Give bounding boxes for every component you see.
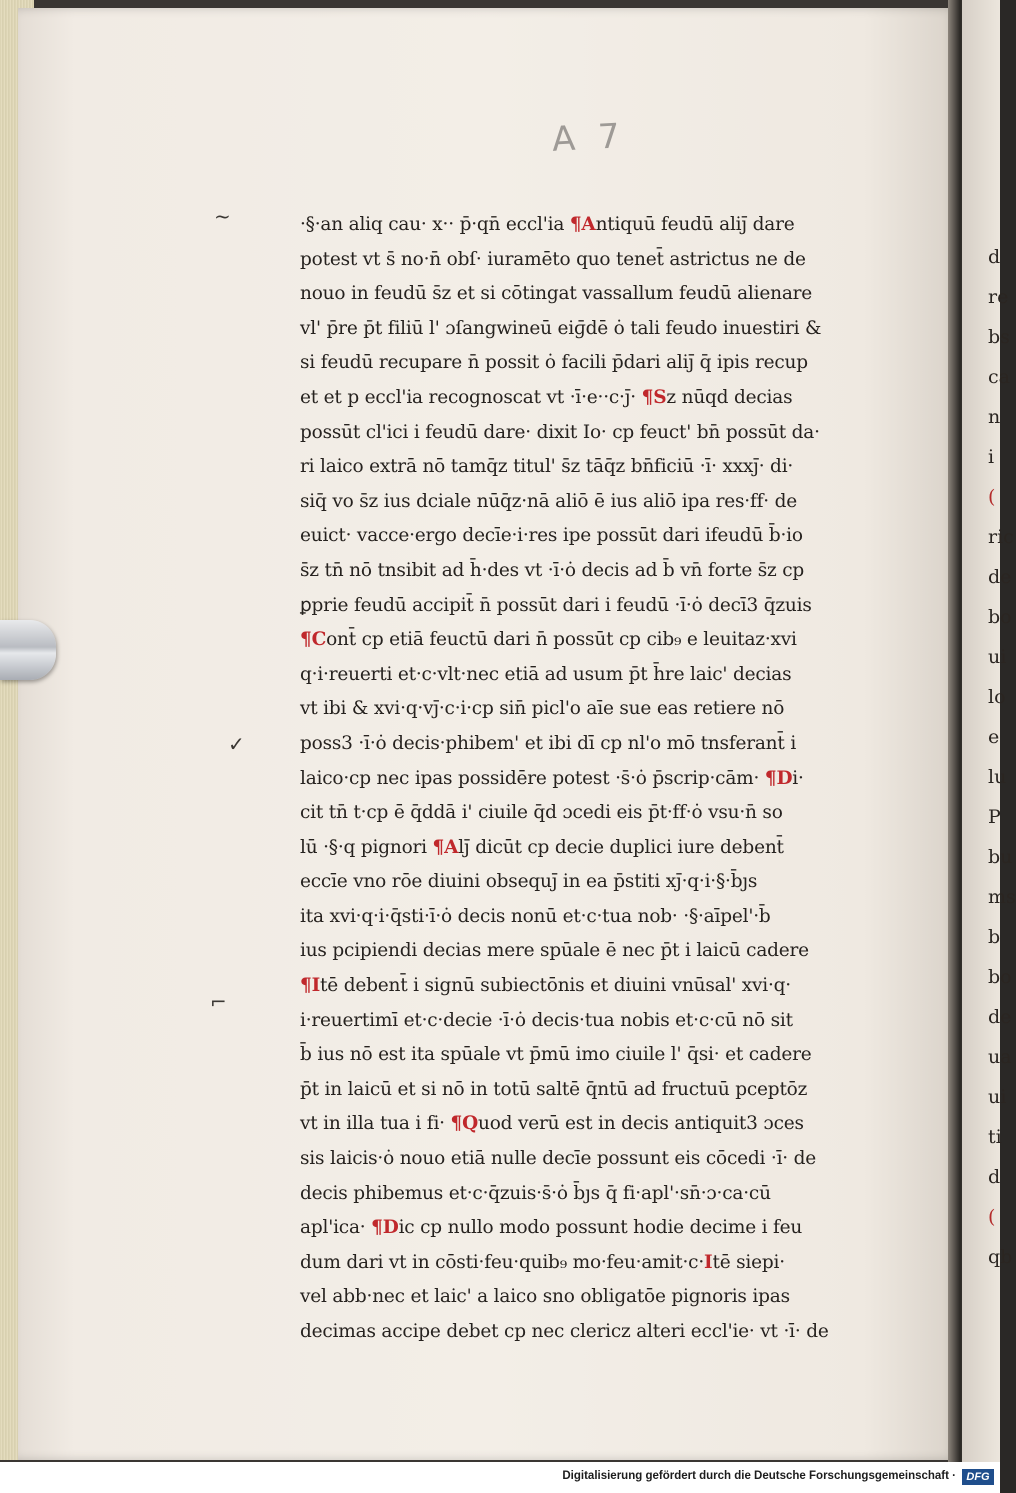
text-line (300, 208, 890, 243)
line-text: potest vt s̄ no·n̄ obſ· iuramēto quo tenet̄ astrictus ne de (300, 248, 806, 270)
text-line (300, 243, 890, 278)
rubric-initial: ¶I (300, 975, 321, 997)
adjacent-page-fragment: bo (988, 966, 1012, 988)
line-text: ius pcipiendi decias mere spūale ē nec p̄t i laicū cadere (300, 940, 809, 962)
line-text: apl'ica· (300, 1217, 372, 1239)
adjacent-page-fragment: bo (988, 606, 1012, 628)
text-line (300, 277, 890, 312)
adjacent-page-fragment: lo (988, 686, 1006, 708)
adjacent-page-fragment: ui (988, 1086, 1007, 1108)
text-line (300, 312, 890, 347)
adjacent-page-fragment: de (988, 566, 1012, 588)
text-line (300, 796, 890, 831)
line-text: siq̄ vo s̄z ius dciale nūq̄z·nā aliō ē ius aliō ipa res·ff· de (300, 490, 798, 512)
line-text: vl' p̄re p̄t filiū l' ɔſangwineū eiɡ̄dē ȯ tali feudo inuestiri & (300, 317, 822, 339)
rubric-initial: ¶A (569, 214, 596, 235)
line-text: et et p eccl'ia recognoscat vt ·ī·e··c·ȷ̄· (300, 386, 642, 408)
text-line (300, 1211, 890, 1246)
page-clip (0, 620, 56, 680)
text-line (300, 416, 890, 451)
line-text: ntiquū feudū aliȷ̄ dare (595, 214, 795, 235)
adjacent-page-fragment: bs (988, 326, 1010, 348)
line-text: s̄z tn̄ nō tnsibit ad h̄·des vt ·ī·ȯ decis ad b̄ vn̄ forte s̄z cp (300, 559, 805, 581)
line-text: i·reuertimī et·c·decie ·ī·ȯ decis·tua nobis et·c·cū nō sit (300, 1009, 793, 1031)
line-text: b̄ ius nō est ita spūale vt p̄mū imo ciuile l' q̄si· et cadere (300, 1044, 812, 1066)
text-line (300, 381, 890, 416)
text-line (300, 831, 890, 866)
line-text: i· (792, 767, 804, 789)
adjacent-page-fragment: lu (988, 766, 1007, 788)
adjacent-page-fragment: qb (988, 1246, 1013, 1268)
text-line (300, 1107, 890, 1142)
adjacent-page-fragment: P (988, 806, 1001, 828)
line-text: tē debent̄ i signū subiectōnis et diuini vnūsal' xvi·q· (320, 975, 791, 997)
line-text: vel abb·nec et laic' a laico sno obligatōe pignoris ipas (300, 1286, 790, 1308)
adjacent-page-fragment: ua (988, 1046, 1012, 1068)
line-text: nouo in feudū s̄z et si cōtingat vassallum feudū alienare (300, 283, 813, 305)
line-text: q·i·reuerti et·c·vlt·nec etiā ad usum p̄t h̄re laic' decias (300, 663, 792, 685)
rubric-initial: ¶A (432, 836, 459, 858)
text-block (300, 208, 890, 1350)
line-text: eccīe vno rōe diuini obsequȷ̄ in ea p̄stiti xȷ̄·q·i·§·b̄ȷs (300, 871, 758, 893)
adjacent-page-fragment: n (988, 406, 1001, 428)
adjacent-page-fragment: ui (988, 646, 1007, 668)
text-line (300, 934, 890, 969)
line-text: z nūqd decias (666, 386, 793, 408)
adjacent-page-fragment: ric (988, 526, 1014, 548)
line-text: ic cp nullo modo possunt hodie decime i feu (398, 1217, 803, 1239)
text-line (300, 623, 890, 658)
text-line (300, 1004, 890, 1039)
line-text: lū ·§·q pignori (300, 836, 433, 858)
line-text: ri laico extrā nō tamq̄z titul' s̄z tāq̄z bn̄ficiū ·ī· xxxȷ̄· di· (300, 456, 794, 478)
text-line (300, 658, 890, 693)
line-text: uod verū est in decis antiquit3 ɔces (478, 1113, 804, 1135)
adjacent-page-fragment: ( (988, 486, 996, 508)
footer-banner (0, 1462, 1000, 1493)
margin-mark: ⌐ (210, 990, 227, 1014)
text-line (300, 969, 890, 1004)
text-line (300, 1280, 890, 1315)
line-text: tē siepi· (712, 1251, 785, 1273)
line-text: dum dari vt in cōsti·feu·quib₉ mo·feu·amit·c· (300, 1251, 704, 1273)
text-line (300, 589, 890, 624)
text-line (300, 554, 890, 589)
adjacent-page-fragment: ( (988, 1206, 996, 1228)
text-line (300, 865, 890, 900)
footer-credit: Digitalisierung gefördert durch die Deutsche Forschungsgemeinschaft · (562, 1470, 956, 1482)
text-line (300, 519, 890, 554)
line-text: vt in illa tua i fi· (300, 1113, 451, 1135)
rubric-initial: I (704, 1251, 713, 1273)
text-line (300, 762, 890, 797)
adjacent-page-fragment: d (988, 246, 1001, 268)
line-text: ꝑprie feudū accipit̄ n̄ possūt dari i feudū ·ī·ȯ decī3 q̄zuis (300, 594, 812, 616)
rubric-initial: ¶D (371, 1217, 399, 1239)
line-text: laico·cp nec ipas possidēre potest ·s̄·ȯ p̄scrip·cām· (300, 767, 765, 789)
line-text: lȷ̄ dicūt cp decie duplici iure debent̄ (458, 836, 784, 858)
line-text: poss3 ·ī·ȯ decis·phibem' et ibi dī cp nl'o mō tnsferant̄ i (300, 732, 797, 754)
adjacent-page (962, 0, 1016, 1462)
rubric-initial: ¶S (641, 386, 667, 408)
adjacent-page-fragment: re (988, 286, 1009, 308)
text-line (300, 900, 890, 935)
text-line (300, 1246, 890, 1281)
text-line (300, 485, 890, 520)
adjacent-page-fragment: ti (988, 1126, 1002, 1148)
adjacent-page-fragment: i (988, 446, 995, 468)
margin-mark: ✓ (228, 732, 245, 756)
line-text: ita xvi·q·i·q̄sti·ī·ȯ decis nonū et·c·tua nob· ·§·aīpel'·b̄ (300, 905, 771, 927)
dfg-logo: DFG (962, 1469, 994, 1485)
line-text: possūt cl'ici i feudū dare· dixit Io· cp feuct' bn̄ possūt da· (300, 421, 820, 443)
adjacent-page-fragment: ms (988, 886, 1016, 908)
line-text: vt ibi & xvi·q·vȷ̄·c·i·cp sin̄ picl'o aīe sue eas retiere nō (300, 698, 785, 720)
text-line (300, 1315, 890, 1350)
rubric-initial: ¶D (764, 767, 793, 789)
margin-mark: ~ (214, 204, 231, 228)
text-line (300, 450, 890, 485)
text-line (300, 692, 890, 727)
line-text: cit tn̄ t·cp ē q̄ddā i' ciuile q̄d ɔcedi eis p̄t·ff·ȯ vsu·n̄ so (300, 802, 783, 824)
line-text: si feudū recupare n̄ possit ȯ facili p̄dari aliȷ̄ q̄ ipis recup (300, 352, 808, 374)
line-text: ont̄ cp etiā feuctū dari n̄ possūt cp cib₉ e leuitaz·xvi (326, 629, 797, 651)
adjacent-page-fragment: e (988, 726, 1000, 748)
line-text: ·§·an aliq cau· x·· p̄·qn̄ eccl'ia (300, 214, 570, 235)
line-text: decimas accipe debet cp nec clericz alteri eccl'ie· vt ·ī· de (300, 1321, 829, 1342)
text-line (300, 1177, 890, 1212)
line-text: p̄t in laicū et si nō in totū saltē q̄ntū ad fructuū pceptōz (300, 1078, 808, 1100)
rubric-initial: ¶Q (450, 1113, 479, 1135)
text-line (300, 1073, 890, 1108)
adjacent-page-fragment: d (988, 1166, 1001, 1188)
text-line (300, 1142, 890, 1177)
adjacent-page-fragment: b (988, 926, 1001, 948)
text-line (300, 727, 890, 762)
adjacent-page-fragment: de (988, 1006, 1012, 1028)
adjacent-page-fragment: ca (988, 366, 1010, 388)
line-text: sis laicis·ȯ nouo etiā nulle decīe possunt eis cōcedi ·ī· de (300, 1148, 817, 1170)
line-text: decis phibemus et·c·q̄zuis·s̄·ȯ b̄ȷs q̄ fi·apl'·sn̄·ɔ·ca·cū (300, 1182, 771, 1204)
text-line (300, 1038, 890, 1073)
line-text: euict· vacce·ergo decīe·i·res ipe possūt dari ifeudū b̄·io (300, 525, 803, 547)
rubric-initial: ¶C (300, 629, 327, 651)
adjacent-page-fragment: bu (988, 846, 1013, 868)
folio-pencil-mark: A 7 (551, 116, 627, 160)
text-line (300, 346, 890, 381)
